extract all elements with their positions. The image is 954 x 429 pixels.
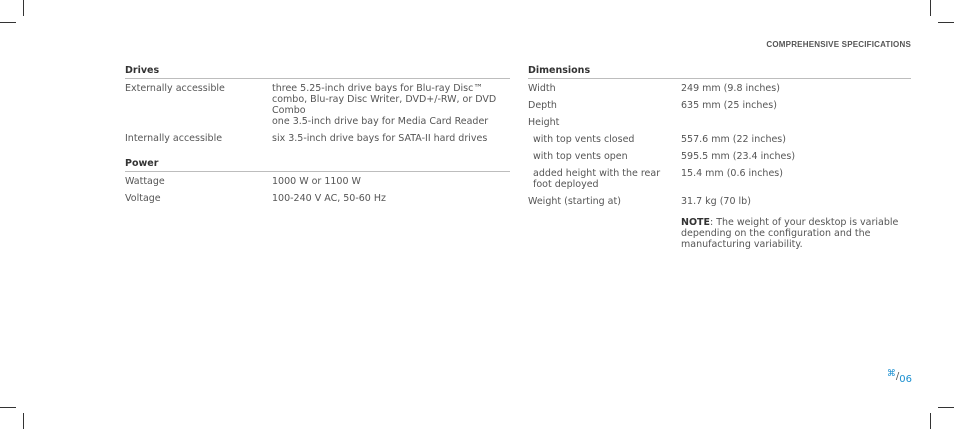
spec-value: 249 mm (9.8 inches) — [681, 83, 780, 94]
crop-mark — [938, 407, 954, 408]
weight-note — [681, 217, 911, 250]
spec-row — [528, 83, 911, 94]
spec-label: Height — [528, 117, 560, 128]
dimensions-section-title: Dimensions — [528, 65, 911, 79]
spec-value: 100-240 V AC, 50-60 Hz — [272, 193, 386, 204]
crop-mark — [23, 0, 24, 16]
note-text: : The weight of your desktop is variable depending on the configuration and the manufacturing variability. — [681, 217, 899, 250]
spec-value-line: one 3.5-inch drive bay for Media Card Reader — [272, 116, 489, 127]
spec-row — [125, 133, 510, 144]
crop-mark — [23, 413, 24, 429]
spec-label: Voltage — [125, 193, 161, 204]
spec-label: Externally accessible — [125, 83, 225, 94]
page-number — [886, 369, 912, 385]
left-column — [125, 65, 510, 210]
power-section-title: Power — [125, 158, 510, 172]
right-column — [528, 65, 911, 250]
spec-row — [528, 168, 911, 190]
spec-label: Internally accessible — [125, 133, 223, 144]
spec-row — [528, 196, 911, 207]
drives-section-title: Drives — [125, 65, 510, 79]
spec-row — [125, 193, 510, 204]
crop-mark — [930, 0, 931, 16]
spec-value: 595.5 mm (23.4 inches) — [681, 151, 796, 162]
spec-value-line: three 5.25-inch drive bays for Blu-ray Disc™ — [272, 83, 483, 94]
spec-value: 31.7 kg (70 lb) — [681, 196, 751, 207]
crop-mark — [938, 22, 954, 23]
spec-label: added height with the rear foot deployed — [533, 168, 661, 190]
alien-head-icon: ⌘ — [886, 369, 896, 379]
spec-label: Width — [528, 83, 556, 94]
spec-value-line: Combo — [272, 105, 306, 116]
page-header: COMPREHENSIVE SPECIFICATIONS — [766, 40, 911, 49]
spec-label: with top vents closed — [533, 134, 635, 145]
spec-row — [528, 117, 911, 128]
spec-row — [125, 83, 510, 127]
note-label: NOTE — [681, 217, 710, 228]
spec-row — [528, 134, 911, 145]
spec-label: Weight (starting at) — [528, 196, 621, 207]
page-slash: / — [895, 371, 900, 382]
crop-mark — [0, 407, 16, 408]
spec-value: 15.4 mm (0.6 inches) — [681, 168, 783, 179]
spec-value — [681, 117, 911, 128]
spec-value: 1000 W or 1100 W — [272, 176, 361, 187]
spec-row — [125, 176, 510, 187]
spec-label: Wattage — [125, 176, 165, 187]
spec-value: 635 mm (25 inches) — [681, 100, 777, 111]
spec-value — [272, 83, 510, 127]
spec-row — [528, 151, 911, 162]
spec-row — [528, 100, 911, 111]
spec-label: Depth — [528, 100, 557, 111]
crop-mark — [0, 22, 16, 23]
spec-value: 557.6 mm (22 inches) — [681, 134, 786, 145]
crop-mark — [930, 413, 931, 429]
spec-label: with top vents open — [533, 151, 628, 162]
spec-value: six 3.5-inch drive bays for SATA-II hard drives — [272, 133, 488, 144]
page-number-value: 06 — [899, 374, 912, 385]
spec-value-line: combo, Blu-ray Disc Writer, DVD+/-RW, or DVD — [272, 94, 497, 105]
